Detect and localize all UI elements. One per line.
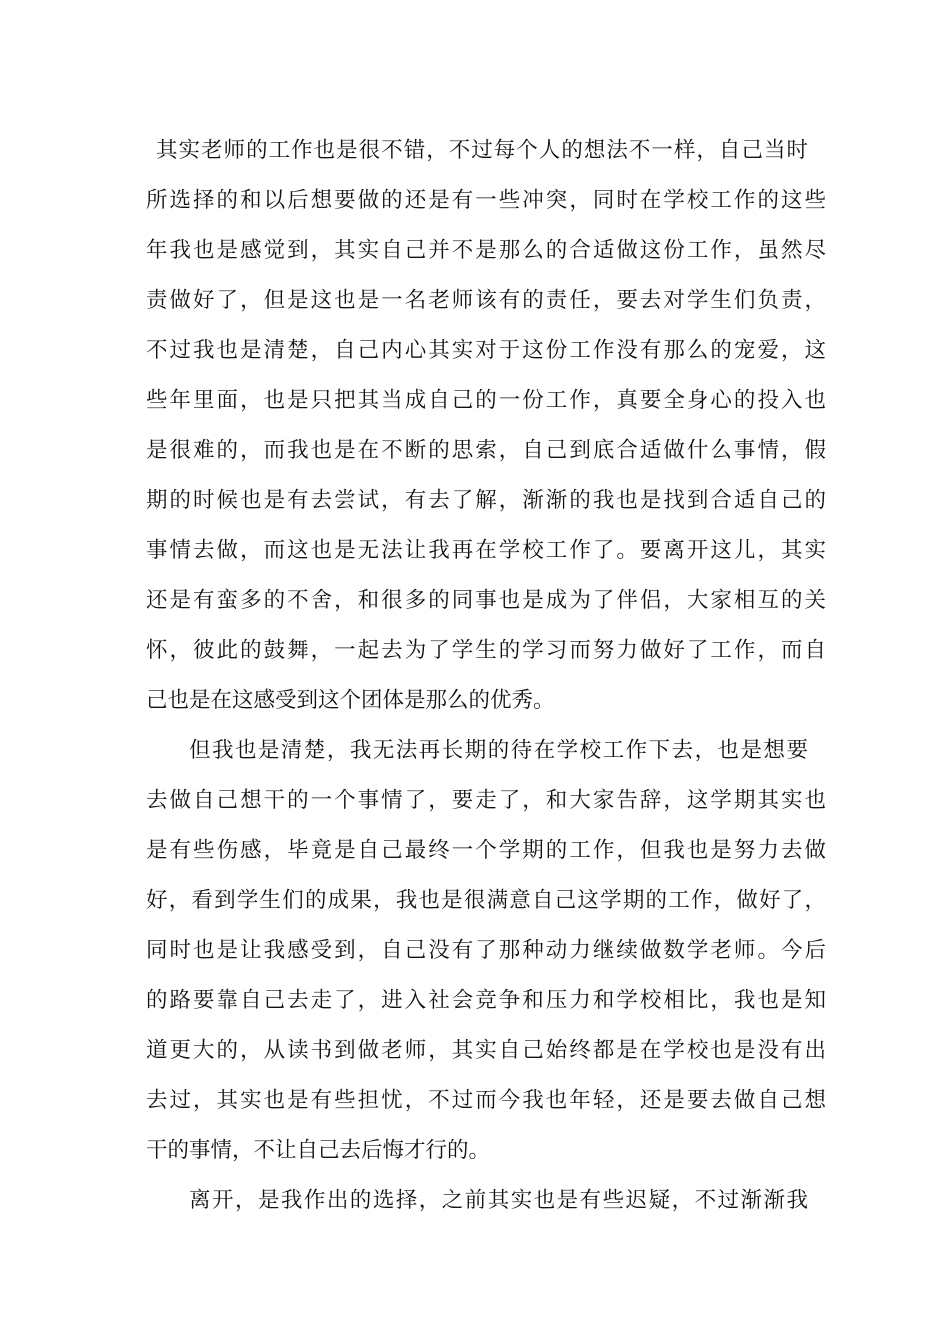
paragraph-2-line-1: 但我也是清楚，我无法再长期的待在学校工作下去，也是想要 — [189, 738, 808, 763]
paragraph-3-line-1: 离开，是我作出的选择，之前其实也是有些迟疑，不过渐渐我 — [189, 1188, 808, 1213]
paragraph-1-line-12: 己也是在这感受到这个团体是那么的优秀。 — [146, 688, 555, 713]
paragraph-2-line-5: 同时也是让我感受到，自己没有了那种动力继续做数学老师。今后 — [146, 938, 826, 963]
paragraph-1-line-4: 责做好了，但是这也是一名老师该有的责任，要去对学生们负责， — [146, 288, 826, 313]
paragraph-1-line-3: 年我也是感觉到，其实自己并不是那么的合适做这份工作，虽然尽 — [146, 238, 826, 263]
paragraph-2-line-2: 去做自己想干的一个事情了，要走了，和大家告辞，这学期其实也 — [146, 788, 826, 813]
paragraph-2-line-3: 是有些伤感，毕竟是自己最终一个学期的工作，但我也是努力去做 — [146, 838, 826, 863]
paragraph-2-line-9: 干的事情，不让自己去后悔才行的。 — [146, 1138, 491, 1163]
paragraph-2-line-6: 的路要靠自己去走了，进入社会竞争和压力和学校相比，我也是知 — [146, 988, 826, 1013]
paragraph-1-line-6: 些年里面，也是只把其当成自己的一份工作，真要全身心的投入也 — [146, 388, 826, 413]
paragraph-1-line-8: 期的时候也是有去尝试，有去了解，渐渐的我也是找到合适自己的 — [146, 488, 826, 513]
paragraph-1-line-5: 不过我也是清楚，自己内心其实对于这份工作没有那么的宠爱，这 — [146, 338, 826, 363]
paragraph-2-line-8: 去过，其实也是有些担忧，不过而今我也年轻，还是要去做自己想 — [146, 1088, 826, 1113]
paragraph-1-line-9: 事情去做，而这也是无法让我再在学校工作了。要离开这儿，其实 — [146, 538, 826, 563]
paragraph-1-line-7: 是很难的，而我也是在不断的思索，自己到底合适做什么事情，假 — [146, 438, 826, 463]
paragraph-1-line-2: 所选择的和以后想要做的还是有一些冲突，同时在学校工作的这些 — [146, 188, 826, 213]
paragraph-2-line-7: 道更大的，从读书到做老师，其实自己始终都是在学校也是没有出 — [146, 1038, 826, 1063]
paragraph-1-line-10: 还是有蛮多的不舍，和很多的同事也是成为了伴侣，大家相互的关 — [146, 588, 826, 613]
paragraph-1-line-11: 怀，彼此的鼓舞，一起去为了学生的学习而努力做好了工作，而自 — [146, 638, 826, 663]
paragraph-1-line-1: 其实老师的工作也是很不错，不过每个人的想法不一样，自己当时 — [156, 138, 808, 163]
paragraph-2-line-4: 好，看到学生们的成果，我也是很满意自己这学期的工作，做好了， — [146, 888, 826, 913]
